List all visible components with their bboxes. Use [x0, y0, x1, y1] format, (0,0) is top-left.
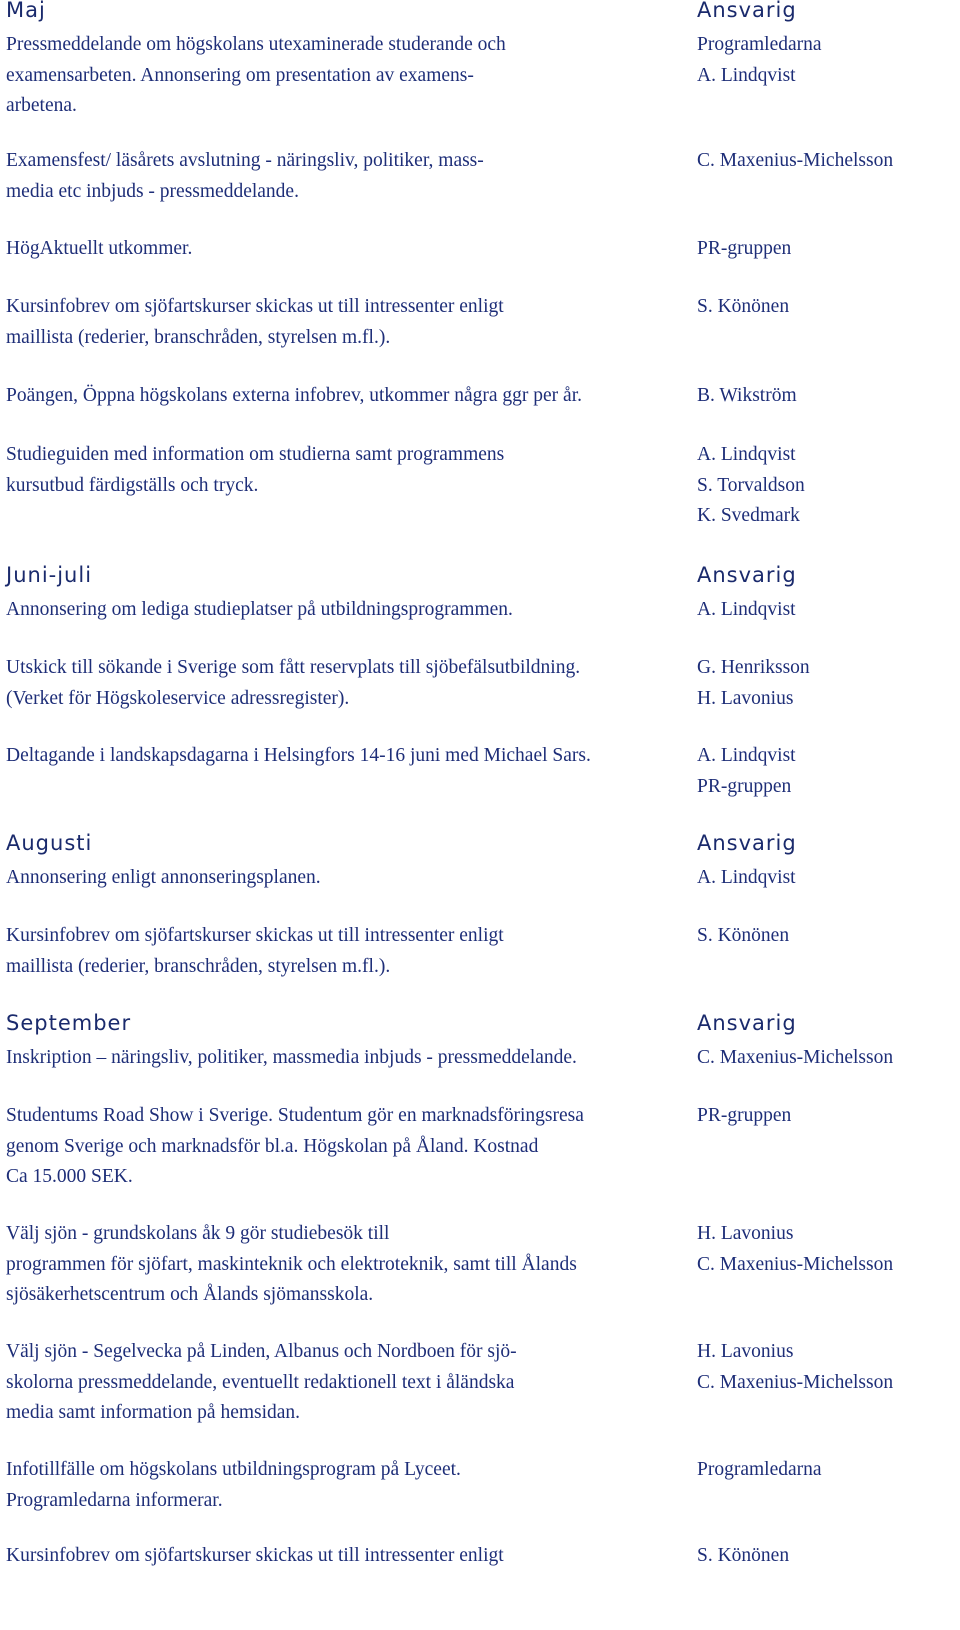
responsible-name: H. Lavonius — [697, 1223, 794, 1244]
description-line: Annonsering enligt annonseringsplanen. — [6, 867, 321, 888]
description-line: programmen för sjöfart, maskinteknik och elektroteknik, samt till Ålands — [6, 1253, 577, 1275]
entry-description — [6, 921, 504, 982]
entry-responsible — [697, 595, 796, 626]
entry-responsible — [697, 30, 822, 91]
responsible-name: C. Maxenius-Michelsson — [697, 1253, 894, 1275]
responsible-name: A. Lindqvist — [697, 444, 796, 465]
entry-description — [6, 234, 192, 265]
responsible-name: C. Maxenius-Michelsson — [697, 1371, 894, 1393]
responsible-name: A. Lindqvist — [697, 745, 796, 766]
responsible-name: PR-gruppen — [697, 238, 792, 259]
description-line: Kursinfobrev om sjöfartskurser skickas ut till intressenter enligt — [6, 925, 504, 946]
entry-description — [6, 1101, 584, 1193]
entry-description — [6, 595, 513, 626]
month-heading: Maj — [6, 0, 46, 22]
entry-description — [6, 863, 321, 894]
entry-description — [6, 653, 580, 714]
responsible-name: B. Wikström — [697, 385, 797, 406]
responsible-name: H. Lavonius — [697, 1341, 794, 1362]
responsible-name: S. Torvaldson — [697, 474, 805, 496]
responsible-name: S. Könönen — [697, 1545, 790, 1566]
description-line: skolorna pressmeddelande, eventuellt redaktionell text i åländska — [6, 1371, 515, 1393]
description-line: examensarbeten. Annonsering om presentation av examens- — [6, 64, 474, 86]
description-line: Programledarna informerar. — [6, 1489, 223, 1511]
description-line: sjösäkerhetscentrum och Ålands sjömansskola. — [6, 1284, 374, 1305]
entry-description — [6, 292, 504, 353]
entry-responsible — [697, 863, 796, 894]
entry-responsible — [697, 292, 789, 323]
description-line: Poängen, Öppna högskolans externa infobrev, utkommer några ggr per år. — [6, 385, 582, 406]
description-line: Kursinfobrev om sjöfartskurser skickas ut till intressenter enligt — [6, 1545, 504, 1566]
entry-responsible — [697, 653, 810, 714]
responsible-name: A. Lindqvist — [697, 867, 796, 888]
responsible-name: PR-gruppen — [697, 775, 792, 797]
month-heading: Augusti — [6, 831, 93, 855]
responsible-name: G. Henriksson — [697, 657, 810, 678]
entry-responsible — [697, 381, 797, 412]
entry-responsible — [697, 1043, 893, 1074]
description-line: HögAktuellt utkommer. — [6, 238, 193, 259]
entry-responsible — [697, 921, 789, 952]
entry-description — [6, 1043, 577, 1074]
description-line: arbetena. — [6, 95, 77, 116]
description-line: Studieguiden med information om studierna samt programmens — [6, 444, 505, 465]
description-line: kursutbud färdigställs och tryck. — [6, 474, 259, 496]
entry-description — [6, 440, 504, 501]
entry-responsible — [697, 741, 796, 802]
description-line: Studentums Road Show i Sverige. Studentum gör en marknadsföringsresa — [6, 1105, 584, 1126]
description-line: Välj sjön - Segelvecka på Linden, Albanus och Nordboen för sjö- — [6, 1341, 517, 1362]
description-line: Pressmeddelande om högskolans utexaminerade studerande och — [6, 34, 506, 55]
responsible-name: Programledarna — [697, 34, 822, 55]
responsible-name: C. Maxenius-Michelsson — [697, 1047, 894, 1068]
description-line: Kursinfobrev om sjöfartskurser skickas ut till intressenter enligt — [6, 296, 504, 317]
responsible-heading: Ansvarig — [697, 1011, 797, 1035]
entry-responsible — [697, 1455, 822, 1486]
description-line: genom Sverige och marknadsför bl.a. Högskolan på Åland. Kostnad — [6, 1135, 539, 1157]
entry-description — [6, 381, 582, 412]
entry-description — [6, 1455, 461, 1516]
description-line: maillista (rederier, branschråden, styrelsen m.fl.). — [6, 955, 391, 977]
entry-responsible — [697, 1219, 893, 1280]
entry-responsible — [697, 440, 805, 532]
responsible-name: S. Könönen — [697, 296, 790, 317]
month-heading: September — [6, 1011, 132, 1035]
responsible-name: K. Svedmark — [697, 505, 800, 526]
entry-responsible — [697, 1101, 791, 1132]
entry-description — [6, 1337, 517, 1429]
description-line: media etc inbjuds - pressmeddelande. — [6, 180, 299, 202]
description-line: (Verket för Högskoleservice adressregister). — [6, 687, 350, 709]
entry-responsible — [697, 234, 791, 265]
responsible-name: C. Maxenius-Michelsson — [697, 150, 894, 171]
responsible-name: A. Lindqvist — [697, 64, 796, 86]
description-line: Examensfest/ läsårets avslutning - näringsliv, politiker, mass- — [6, 150, 484, 171]
entry-description — [6, 30, 506, 122]
description-line: Annonsering om lediga studieplatser på utbildningsprogrammen. — [6, 599, 513, 620]
responsible-name: S. Könönen — [697, 925, 790, 946]
entry-responsible — [697, 1337, 893, 1398]
entry-description — [6, 1219, 577, 1311]
entry-description — [6, 1541, 504, 1572]
description-line: Ca 15.000 SEK. — [6, 1166, 133, 1187]
responsible-heading: Ansvarig — [697, 0, 797, 22]
description-line: maillista (rederier, branschråden, styrelsen m.fl.). — [6, 326, 391, 348]
description-line: Utskick till sökande i Sverige som fått reservplats till sjöbefälsutbildning. — [6, 657, 581, 678]
responsible-heading: Ansvarig — [697, 831, 797, 855]
entry-description — [6, 146, 484, 207]
entry-responsible — [697, 146, 893, 177]
description-line: Välj sjön - grundskolans åk 9 gör studiebesök till — [6, 1223, 390, 1244]
month-heading: Juni-juli — [6, 563, 93, 587]
entry-responsible — [697, 1541, 789, 1572]
responsible-name: A. Lindqvist — [697, 599, 796, 620]
description-line: media samt information på hemsidan. — [6, 1402, 301, 1423]
description-line: Deltagande i landskapsdagarna i Helsingfors 14-16 juni med Michael Sars. — [6, 745, 591, 766]
description-line: Inskription – näringsliv, politiker, massmedia inbjuds - pressmeddelande. — [6, 1047, 577, 1068]
responsible-name: Programledarna — [697, 1459, 822, 1480]
responsible-name: H. Lavonius — [697, 687, 794, 709]
entry-description — [6, 741, 591, 772]
responsible-heading: Ansvarig — [697, 563, 797, 587]
description-line: Infotillfälle om högskolans utbildningsprogram på Lyceet. — [6, 1459, 461, 1480]
responsible-name: PR-gruppen — [697, 1105, 792, 1126]
